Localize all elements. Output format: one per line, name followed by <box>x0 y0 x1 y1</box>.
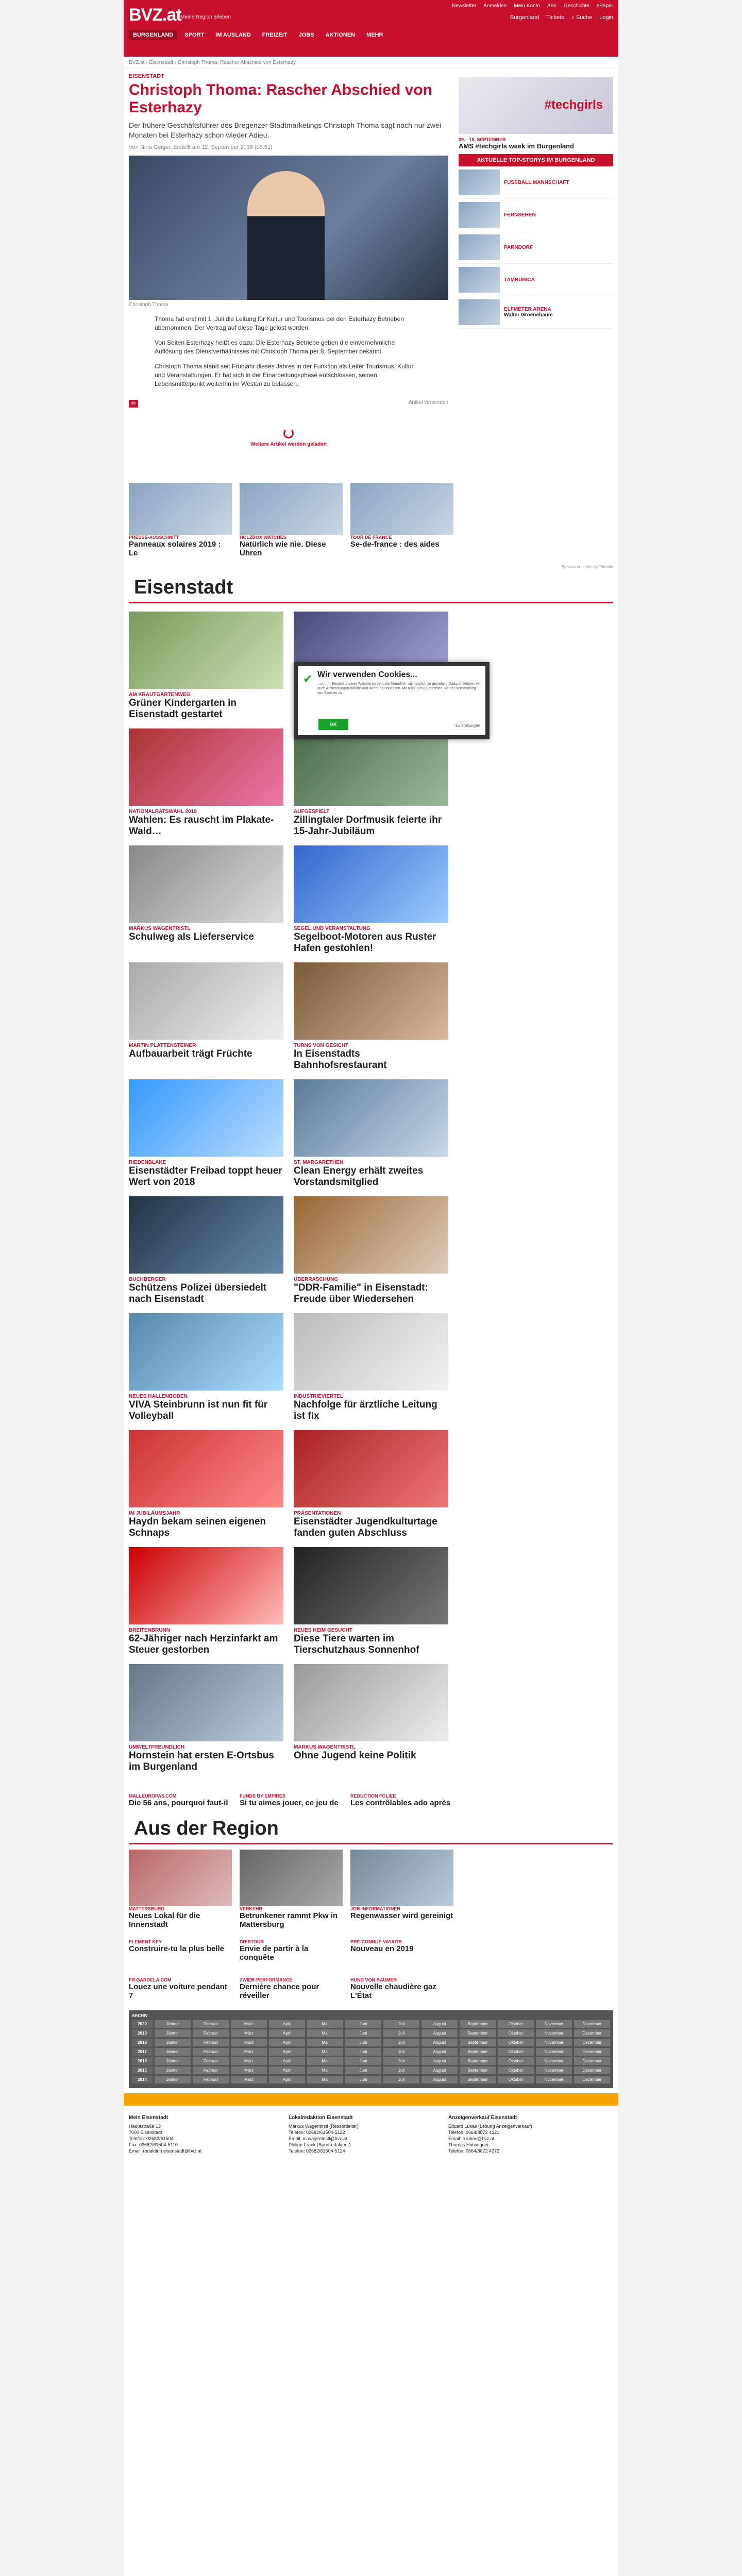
archive-month-link[interactable]: März <box>231 2057 267 2065</box>
news-card-kicker: PRÄSENTATIONEN <box>294 1511 341 1516</box>
archive-month-link[interactable]: Juni <box>345 2039 381 2046</box>
news-card[interactable] <box>129 962 283 1071</box>
news-card-kicker: NEUES HEIM GESUCHT <box>294 1628 352 1633</box>
archive-month-link[interactable]: Dezember <box>574 2076 610 2083</box>
top-stories-header: AKTUELLE TOP-STORYS IM BURGENLAND <box>459 154 613 166</box>
sponsored-item[interactable]: PRE-CONNUE VAYAITS Nouveau en 2019 <box>350 1939 414 1953</box>
promo-date: 09. - 15. SEPTEMBER <box>459 137 506 142</box>
archive-month-link[interactable]: März <box>231 2076 267 2083</box>
news-card-image <box>294 1079 448 1157</box>
cookie-settings-link[interactable]: Einstellungen <box>455 723 480 728</box>
news-card-image <box>294 1664 448 1741</box>
archive-month-link[interactable]: Oktober <box>498 2039 534 2046</box>
news-card[interactable] <box>129 1430 283 1539</box>
util-history[interactable]: Geschichte <box>563 3 589 9</box>
share-icon[interactable]: ✉ <box>129 400 138 408</box>
news-card-kicker: SEGEL UND VERANSTALTUNG <box>294 926 370 931</box>
archive-month-link[interactable]: Mai <box>307 2057 343 2065</box>
news-card[interactable] <box>294 845 448 954</box>
archive-month-link[interactable]: Oktober <box>498 2020 534 2028</box>
news-card-image <box>294 728 448 806</box>
news-card-image <box>129 1664 283 1741</box>
archive-month-link[interactable]: Jänner <box>155 2048 191 2056</box>
news-card[interactable] <box>129 728 283 837</box>
util-login[interactable]: Anmelden <box>483 3 507 9</box>
archive-month-link[interactable]: Dezember <box>574 2029 610 2037</box>
news-card[interactable] <box>294 1664 448 1773</box>
news-card-kicker: NATIONALRATSWAHL 2019 <box>129 809 197 815</box>
archive-month-link[interactable]: April <box>269 2039 305 2046</box>
news-card-title[interactable]: Schützens Polizei übersiedelt nach Eisenstadt <box>129 1282 267 1304</box>
cookie-dialog <box>294 662 490 739</box>
region-card[interactable]: VERKEHR Betrunkener rammt Pkw in Mattersburg <box>240 1850 343 1929</box>
archive-month-link[interactable]: April <box>269 2066 305 2074</box>
news-card-title[interactable]: Aufbauarbeit trägt Früchte <box>129 1048 252 1059</box>
checkmark-icon: ✔ <box>303 672 313 685</box>
sponsored-item[interactable]: HUND VON BAUMER Nouvelle chaudière gaz L'État <box>350 1977 436 2000</box>
news-card[interactable] <box>294 1547 448 1656</box>
archive-month-link[interactable]: September <box>460 2048 496 2056</box>
archive-year: 2017 <box>132 2048 153 2056</box>
sponsored-item[interactable]: ELEMENT KEY Construire-tu la plus belle <box>129 1939 225 1953</box>
image-caption: Christoph Thoma <box>129 302 168 308</box>
section-title-eisenstadt: Eisenstadt <box>129 571 613 603</box>
archive-month-link[interactable]: Dezember <box>574 2039 610 2046</box>
portrait-figure <box>247 171 325 300</box>
archive-month-link[interactable]: Jänner <box>155 2039 191 2046</box>
news-card-kicker: MARTIN PLATTENSTEINER <box>129 1043 196 1048</box>
news-card-image <box>129 1430 283 1507</box>
news-card[interactable] <box>294 962 448 1071</box>
top-story-item[interactable]: PARNDORF <box>459 231 613 264</box>
archive-month-link[interactable]: März <box>231 2039 267 2046</box>
archive-month-link[interactable]: März <box>231 2029 267 2037</box>
techgirls-tag: #techgirls <box>544 98 603 112</box>
archive-month-link[interactable]: April <box>269 2020 305 2028</box>
news-card-title[interactable]: Wahlen: Es rauscht im Plakate-Wald… <box>129 815 274 837</box>
sponsored-item[interactable]: PRESSE-AUSSCHNITT Panneaux solaires 2019 : Le <box>129 483 232 557</box>
archive-month-link[interactable]: Dezember <box>574 2020 610 2028</box>
news-card-title[interactable]: Grüner Kindergarten in Eisenstadt gestartet <box>129 698 237 720</box>
news-card[interactable] <box>294 1430 448 1539</box>
sponsored-item[interactable]: FUNDS BY EMPIRES Si tu aimes jouer, ce jeu de <box>240 1793 339 1807</box>
sub-nav <box>510 14 613 21</box>
news-card-kicker: BUCHBERGER <box>129 1277 166 1282</box>
region-card[interactable]: MATTERSBURG Neues Lokal für die Innenstadt <box>129 1850 232 1929</box>
archive-year: 2016 <box>132 2057 153 2065</box>
util-newsletter[interactable]: Newsletter <box>452 3 477 9</box>
sponsored-item[interactable]: CRISTOUR Envie de partir à la conquête <box>240 1939 309 1962</box>
archive-month-link[interactable]: Februar <box>193 2039 229 2046</box>
archive-row <box>132 2066 610 2074</box>
archive-row <box>132 2076 610 2083</box>
archive-month-link[interactable]: September <box>460 2020 496 2028</box>
archive-month-link[interactable]: November <box>536 2076 572 2083</box>
archive-month-link[interactable]: Juni <box>345 2020 381 2028</box>
archive-month-link[interactable]: September <box>460 2057 496 2065</box>
archive-month-link[interactable]: August <box>421 2066 458 2074</box>
article-paragraph: Von Seiten Esterhazy heißt es dazu: Die Esterhazy Betriebe geben die einvernehmliche Auflösung des Dienstverhältnisses mit Christoph Thoma per 8. September bekannt. <box>155 339 395 355</box>
news-card-image <box>294 1430 448 1507</box>
news-card-kicker: ÜBERRASCHUNG <box>294 1277 339 1282</box>
subnav-region[interactable]: Burgenland <box>510 14 539 21</box>
util-account[interactable]: Mein Konto <box>514 3 540 9</box>
share-link[interactable]: Artikel versenden <box>408 400 448 405</box>
archive-month-link[interactable]: September <box>460 2029 496 2037</box>
news-card-title[interactable]: "DDR-Familie" in Eisenstadt: Freude über Wiedersehen <box>294 1282 428 1304</box>
archive-year: 2018 <box>132 2039 153 2046</box>
news-card-kicker: INDUSTRIEVIERTEL <box>294 1394 344 1399</box>
archive-month-link[interactable]: November <box>536 2020 572 2028</box>
util-abo[interactable]: Abo <box>547 3 556 9</box>
contact-column: Anzeigenverkauf Eisenstadt Eduard Lukas (Leitung Anzeigenverkauf) Telefon: 0664/8872 4221 Email: e.lukas@bvz.at Thomas Hotwagner Telefon: 0664/8872 4272 <box>448 2115 532 2154</box>
archive-month-link[interactable]: April <box>269 2048 305 2056</box>
archive-month-link[interactable]: März <box>231 2020 267 2028</box>
archive-month-link[interactable]: August <box>421 2020 458 2028</box>
archive-row <box>132 2020 610 2028</box>
archive-month-link[interactable]: Mai <box>307 2029 343 2037</box>
nav-jobs[interactable]: JOBS <box>298 32 314 38</box>
news-card-title[interactable]: Ohne Jugend keine Politik <box>294 1750 416 1761</box>
archive-month-link[interactable]: Oktober <box>498 2076 534 2083</box>
news-card-kicker: TURNS VON GESICHT <box>294 1043 349 1048</box>
archive-month-link[interactable]: Oktober <box>498 2048 534 2056</box>
archive-month-link[interactable]: August <box>421 2057 458 2065</box>
archive-month-link[interactable]: März <box>231 2066 267 2074</box>
archive-month-link[interactable]: Februar <box>193 2057 229 2065</box>
news-card[interactable] <box>129 1664 283 1773</box>
news-card-image <box>294 962 448 1040</box>
article-kicker: EISENSTADT <box>129 73 164 79</box>
page <box>124 0 618 2576</box>
archive-month-link[interactable]: Oktober <box>498 2066 534 2074</box>
archive-month-link[interactable]: Juni <box>345 2057 381 2065</box>
news-card-title[interactable]: In Eisenstadts Bahnhofsrestaurant <box>294 1048 387 1071</box>
archive-month-link[interactable]: Juli <box>383 2066 419 2074</box>
sponsored-item[interactable]: TOUR DE FRANCE Se-de-france : des aides <box>350 483 453 557</box>
news-card-kicker: IM JUBILÄUMSJAHR <box>129 1511 180 1516</box>
news-card-image <box>129 845 283 923</box>
article-hero-image <box>129 156 448 300</box>
archive-month-link[interactable]: Juni <box>345 2048 381 2056</box>
sponsored-label[interactable]: Sponsored Links by Taboola <box>561 565 613 569</box>
archive-month-link[interactable]: September <box>460 2066 496 2074</box>
archive-month-link[interactable]: Juli <box>383 2048 419 2056</box>
login-button[interactable]: Login <box>599 14 613 21</box>
logo-subtitle: Meine Region erleben <box>180 14 231 20</box>
news-card-image <box>294 1313 448 1391</box>
nav-mehr[interactable]: MEHR <box>366 32 383 38</box>
article-lead: Der frühere Geschäftsführer des Bregenzer Stadtmarketings Christoph Thoma sagt nach nur zwei Monaten bei Esterhazy schon wieder Adieu. <box>129 121 441 139</box>
main-nav <box>124 28 618 42</box>
archive-month-link[interactable]: Jänner <box>155 2076 191 2083</box>
archive-month-link[interactable]: April <box>269 2076 305 2083</box>
archive-month-link[interactable]: März <box>231 2048 267 2056</box>
news-card-kicker: AUFGESPIELT <box>294 809 330 815</box>
news-card-title[interactable]: Hornstein hat ersten E-Ortsbus im Burgenland <box>129 1750 274 1772</box>
archive-month-link[interactable]: Juli <box>383 2020 419 2028</box>
archive-month-link[interactable]: August <box>421 2039 458 2046</box>
archive-month-link[interactable]: Jänner <box>155 2029 191 2037</box>
article-paragraph: Thoma hat erst mit 1. Juli die Leitung für Kultur und Tourismus bei den Esterhazy Betrieben übernommen. Der Vertrag auf diese Tage gelöst worden. <box>155 315 404 331</box>
news-card-kicker: MARKUS WAGENTRISTL <box>129 926 191 931</box>
news-card[interactable] <box>294 728 448 837</box>
nav-burgenland[interactable]: BURGENLAND <box>129 30 177 40</box>
news-card-image <box>294 845 448 923</box>
archive-month-link[interactable]: Jänner <box>155 2057 191 2065</box>
section-title-region: Aus der Region <box>129 1812 613 1844</box>
news-card-image <box>129 728 283 806</box>
sponsored-strip <box>124 1934 618 2005</box>
news-card-title[interactable]: Eisenstädter Jugendkulturtage fanden guten Abschluss <box>294 1516 437 1538</box>
news-card-title[interactable]: Eisenstädter Freibad toppt heuer Wert von 2018 <box>129 1165 282 1188</box>
sponsored-item[interactable]: ZWIEB-PERFORMANCE Dernière chance pour réveiller <box>240 1977 319 2000</box>
news-card-title[interactable]: Diese Tiere warten im Tierschutzhaus Sonnenhof <box>294 1633 419 1655</box>
bvz-logo[interactable]: BVZ.at <box>129 5 181 25</box>
site-header <box>124 0 618 57</box>
archive-month-link[interactable]: November <box>536 2029 572 2037</box>
news-card-kicker: BREITENBRUNN <box>129 1628 170 1633</box>
archive-row <box>132 2029 610 2037</box>
top-story-item[interactable]: TAMBURICA <box>459 264 613 296</box>
contact-block <box>124 2110 618 2159</box>
top-story-item[interactable]: FERNSEHEN <box>459 199 613 231</box>
cookie-ok-button[interactable]: OK <box>318 719 348 730</box>
search-icon: ⌕ <box>571 14 575 21</box>
archive-month-link[interactable]: Oktober <box>498 2057 534 2065</box>
yellow-divider <box>124 2093 618 2106</box>
archive-month-link[interactable]: November <box>536 2057 572 2065</box>
nav-freizeit[interactable]: FREIZEIT <box>262 32 288 38</box>
archive-year: 2019 <box>132 2029 153 2037</box>
archive-month-link[interactable]: Jänner <box>155 2066 191 2074</box>
top-story-item[interactable]: FUSSBALL MANNSCHAFT <box>459 166 613 199</box>
archive-month-link[interactable]: Dezember <box>574 2057 610 2065</box>
archive-year: 2014 <box>132 2076 153 2083</box>
news-card-title[interactable]: Haydn bekam seinen eigenen Schnaps <box>129 1516 266 1538</box>
news-card[interactable] <box>129 1547 283 1656</box>
archive-month-link[interactable]: Juli <box>383 2029 419 2037</box>
news-card-kicker: UMWELTFREUNDLICH <box>129 1744 185 1750</box>
news-card-kicker: ST. MARGARETHEN <box>294 1160 344 1165</box>
archive-month-link[interactable]: Juli <box>383 2039 419 2046</box>
article-body <box>124 310 453 400</box>
archive-month-link[interactable]: Mai <box>307 2066 343 2074</box>
news-card-title[interactable]: Clean Energy erhält zweites Vorstandsmitglied <box>294 1165 424 1188</box>
archive-month-link[interactable]: Jänner <box>155 2020 191 2028</box>
news-card-title[interactable]: 62-Jähriger nach Herzinfarkt am Steuer gestorben <box>129 1633 278 1655</box>
news-card[interactable] <box>129 1196 283 1305</box>
archive-month-link[interactable]: Mai <box>307 2020 343 2028</box>
eisenstadt-grid <box>124 603 618 1773</box>
archive-row <box>132 2048 610 2056</box>
promo-title[interactable]: AMS #techgirls week im Burgenland <box>459 142 574 150</box>
archive-label: ARCHIV <box>132 2013 148 2018</box>
news-card-kicker: MARKUS WAGENTRISTL <box>294 1744 356 1750</box>
news-card[interactable] <box>129 845 283 954</box>
cookie-title: Wir verwenden Cookies... <box>317 670 417 679</box>
article-title: Christoph Thoma: Rascher Abschied von Esterhazy <box>129 81 432 116</box>
archive-month-link[interactable]: Mai <box>307 2039 343 2046</box>
archive-month-link[interactable]: November <box>536 2039 572 2046</box>
article-meta: Von Nina Geiger. Erstellt am 12. September 2016 (05:51) <box>129 144 273 150</box>
archive-month-link[interactable]: August <box>421 2048 458 2056</box>
archive-month-link[interactable]: September <box>460 2039 496 2046</box>
archive-month-link[interactable]: November <box>536 2066 572 2074</box>
news-card-title[interactable]: Zillingtaler Dorfmusik feierte ihr 15-Jahr-Jubiläum <box>294 815 442 837</box>
news-card-image <box>129 1196 283 1274</box>
archive-month-link[interactable]: Dezember <box>574 2048 610 2056</box>
sponsored-strip <box>124 1788 618 1812</box>
breadcrumb[interactable]: BVZ.at › Eisenstadt › Christoph Thoma: Rascher Abschied von Esterhazy <box>124 57 618 69</box>
archive-month-link[interactable]: Juli <box>383 2057 419 2065</box>
archive-table <box>129 2010 613 2088</box>
news-card-kicker: NEUES HALLENBODEN <box>129 1394 188 1399</box>
news-card-image <box>294 1196 448 1274</box>
archive-year: 2015 <box>132 2066 153 2074</box>
nav-aktionen[interactable]: AKTIONEN <box>325 32 356 38</box>
cookie-text: ...um Ihr Besuch unserer Website so benutzerfreundlich wie möglich zu gestalten. Dadurch können wir auch Anwendungen Inhalte und Werbung anpassen. Mit Klick auf OK stimmen Sie der Verwendung von Cookies zu. <box>317 682 481 695</box>
news-card[interactable] <box>129 612 283 720</box>
news-card-kicker: RIEDENBLAKE <box>129 1160 166 1165</box>
news-card-title[interactable]: Segelboot-Motoren aus Ruster Hafen gestohlen! <box>294 931 436 954</box>
techgirls-promo[interactable] <box>459 77 613 134</box>
archive-month-link[interactable]: August <box>421 2029 458 2037</box>
archive-month-link[interactable]: August <box>421 2076 458 2083</box>
archive-row <box>132 2057 610 2065</box>
search-button[interactable]: ⌕ Suche <box>571 14 593 21</box>
archive-month-link[interactable]: Juli <box>383 2076 419 2083</box>
archive-month-link[interactable]: Februar <box>193 2020 229 2028</box>
news-card-image <box>129 612 283 689</box>
sponsored-item[interactable]: HOLZBOX WATCHES Natürlich wie nie. Diese Uhren <box>240 483 343 557</box>
archive-year: 2020 <box>132 2020 153 2028</box>
contact-column: Lokalredaktion Eisenstadt Markus Wagentristl (Ressortleiter) Telefon: 02682/61504-5122 Email: m.wagentristl@bvz.at Philipp Frank (Sportredakteur) Telefon: 02682/61504-5124 <box>289 2115 359 2154</box>
archive-month-link[interactable]: Mai <box>307 2048 343 2056</box>
archive-month-link[interactable]: Februar <box>193 2076 229 2083</box>
news-card-title[interactable]: VIVA Steinbrunn ist nun fit für Volleyball <box>129 1399 268 1421</box>
subnav-tickets[interactable]: Tickets <box>546 14 564 21</box>
sponsored-item[interactable]: REDUCTION FOLIEE Les contrôlables ado après <box>350 1793 451 1807</box>
news-card-image <box>129 1547 283 1624</box>
news-card[interactable] <box>129 1313 283 1422</box>
news-card-image <box>129 962 283 1040</box>
news-card-image <box>129 1313 283 1391</box>
archive-month-link[interactable]: Februar <box>193 2066 229 2074</box>
article-paragraph: Christoph Thoma stand seit Frühjahr dieses Jahres in der Funktion als Leiter Tourismus, Kultur und Veranstaltungen. Er hat sich in der Einarbeitungsphase entschlossen, seinen Lebensmittelpunkt weiterhin im Westen zu belassen. <box>155 363 414 387</box>
news-card[interactable] <box>129 1079 283 1188</box>
archive-month-link[interactable]: Oktober <box>498 2029 534 2037</box>
news-card-title[interactable]: Nachfolge für ärztliche Leitung ist fix <box>294 1399 437 1421</box>
archive-month-link[interactable]: Juni <box>345 2029 381 2037</box>
sponsored-strip <box>124 478 618 563</box>
loading-spinner-icon <box>283 428 294 438</box>
archive-month-link[interactable]: Februar <box>193 2048 229 2056</box>
util-epaper[interactable]: ePaper <box>596 3 613 9</box>
archive-month-link[interactable]: Februar <box>193 2029 229 2037</box>
archive-month-link[interactable]: Juni <box>345 2076 381 2083</box>
archive-month-link[interactable]: Juni <box>345 2066 381 2074</box>
news-card[interactable] <box>294 1079 448 1188</box>
archive-month-link[interactable]: Mai <box>307 2076 343 2083</box>
news-card-image <box>294 1547 448 1624</box>
sponsored-item[interactable]: MALLEUROPAS.COM Die 56 ans, pourquoi faut-il <box>129 1793 228 1807</box>
news-card-image <box>129 1079 283 1157</box>
sponsored-item[interactable]: FR.GARDELA.COM Louez une voiture pendant 7 <box>129 1977 227 2000</box>
news-card[interactable] <box>294 1196 448 1305</box>
contact-column: Mein Eisenstadt Hauptstraße 13 7000 Eisenstadt Telefon: 02682/61504 Fax: 02682/61504-5110 Email: redaktion.eisenstadt@bvz.at <box>129 2115 202 2154</box>
archive-month-link[interactable]: September <box>460 2076 496 2083</box>
loading-text: Weitere Artikel werden geladen <box>250 442 327 447</box>
archive-row <box>132 2039 610 2046</box>
top-story-item[interactable]: ELFMETER ARENA Walter Groenebaum <box>459 296 613 329</box>
region-strip <box>124 1844 618 1934</box>
nav-sport[interactable]: SPORT <box>184 32 205 38</box>
archive-month-link[interactable]: November <box>536 2048 572 2056</box>
archive-month-link[interactable]: April <box>269 2029 305 2037</box>
region-card[interactable]: JOB-INFORMATIONEN Regenwasser wird gereinigt <box>350 1850 453 1929</box>
nav-ausland[interactable]: IM AUSLAND <box>215 32 251 38</box>
archive-month-link[interactable]: April <box>269 2057 305 2065</box>
news-card-kicker: AM KRAUTGARTENWEG <box>129 692 191 698</box>
utility-nav <box>452 3 613 9</box>
news-card-title[interactable]: Schulweg als Lieferservice <box>129 931 254 942</box>
archive-month-link[interactable]: Dezember <box>574 2066 610 2074</box>
news-card[interactable] <box>294 1313 448 1422</box>
sidebar <box>459 77 613 329</box>
